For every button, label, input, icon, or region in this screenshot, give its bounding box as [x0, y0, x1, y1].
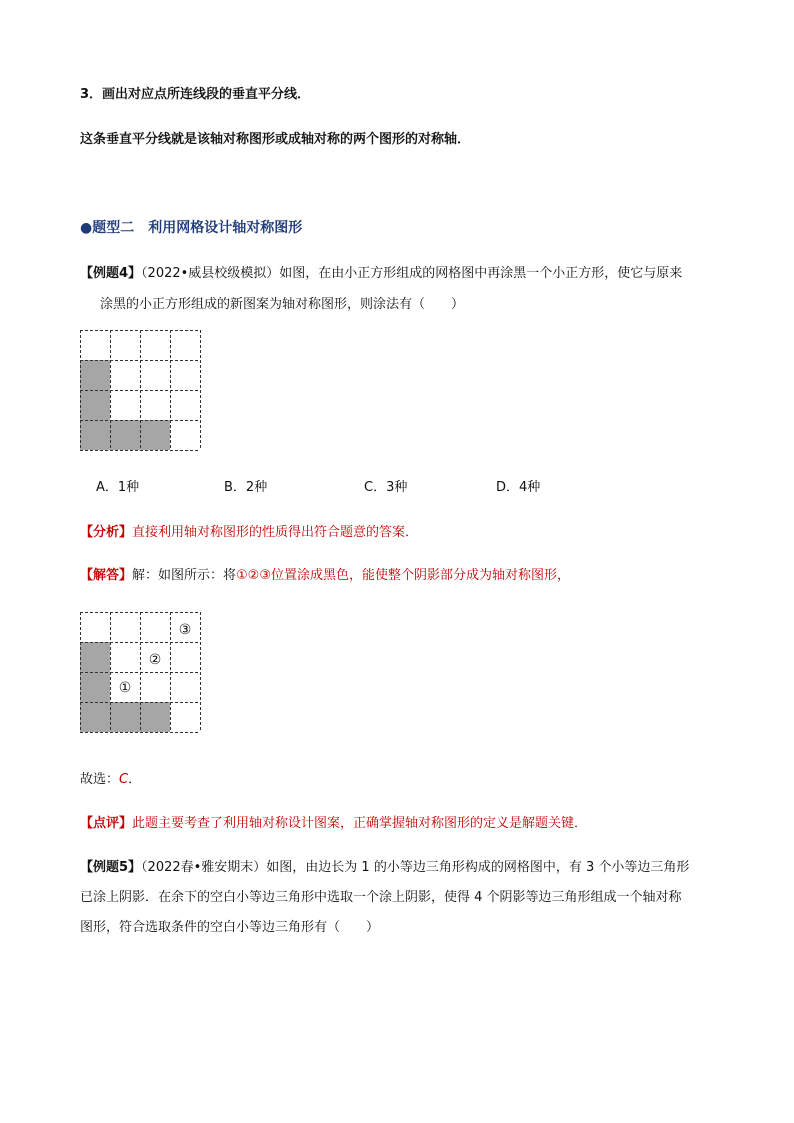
section-heading	[80, 217, 302, 237]
grid-mark-3: ③	[178, 622, 192, 638]
grid-mark-1: ①	[118, 680, 132, 696]
choice-suffix: ．	[128, 772, 142, 787]
choice-prefix: 故选：	[80, 772, 120, 787]
grid-figure-answer	[80, 612, 204, 736]
section-title: 题型二 利用网格设计轴对称图形	[92, 220, 303, 236]
shaded-l-shape	[80, 360, 170, 450]
comment-line	[80, 812, 587, 831]
example4-line1	[80, 262, 682, 281]
example5-text1: （2022春•雅安期末）如图，由边长为 1 的小等边三角形构成的网格图中，有 3 个小等边三角形	[141, 860, 690, 875]
comment-text: 此题主要考查了利用轴对称设计图案，正确掌握轴对称图形的定义是解题关键．	[132, 816, 588, 831]
grid-figure-question	[80, 330, 204, 454]
example5-tag: 【例题5】	[80, 860, 142, 875]
option-c: C．3种	[364, 480, 408, 495]
example5-line1	[80, 856, 689, 875]
choice-value: C	[119, 772, 129, 787]
bullet-icon: ●	[80, 220, 93, 236]
axis-note-line: 这条垂直平分线就是该轴对称图形或成轴对称的两个图形的对称轴．	[80, 132, 471, 147]
solution-suffix: 位置涂成黑色，能使整个阴影部分成为轴对称图形，	[271, 568, 571, 583]
option-a: A．1种	[96, 480, 140, 495]
choice-line	[80, 768, 141, 787]
option-d: D．4种	[496, 480, 541, 495]
analysis-text: 直接利用轴对称图形的性质得出符合题意的答案．	[132, 525, 419, 540]
option-b: B．2种	[224, 480, 268, 495]
example4-tag: 【例题4】	[80, 266, 142, 281]
grid-figure-question-svg	[80, 330, 204, 454]
grid-mark-2: ②	[148, 652, 162, 668]
example4-line2: 涂黑的小正方形组成的新图案为轴对称图形，则涂法有（ ）	[100, 297, 465, 312]
grid-figure-answer-svg	[80, 612, 204, 736]
step3-line: 3．画出对应点所连线段的垂直平分线．	[80, 87, 311, 102]
example5-line3: 图形，符合选取条件的空白小等边三角形有（ ）	[80, 920, 380, 935]
solution-tag: 【解答】	[80, 568, 133, 583]
analysis-line	[80, 521, 418, 540]
solution-prefix: 解：如图所示：将	[132, 568, 237, 583]
solution-marks: ①②③	[236, 568, 271, 583]
example4-text1: （2022•威县校级模拟）如图，在由小正方形组成的网格图中再涂黑一个小正方形，使它与原来	[141, 266, 683, 281]
example5-line2: 已涂上阴影．在余下的空白小等边三角形中选取一个涂上阴影，使得 4 个阴影等边三角形组成一个轴对称	[80, 890, 682, 905]
analysis-tag: 【分析】	[80, 525, 133, 540]
solution-line	[80, 564, 570, 583]
comment-tag: 【点评】	[80, 816, 133, 831]
